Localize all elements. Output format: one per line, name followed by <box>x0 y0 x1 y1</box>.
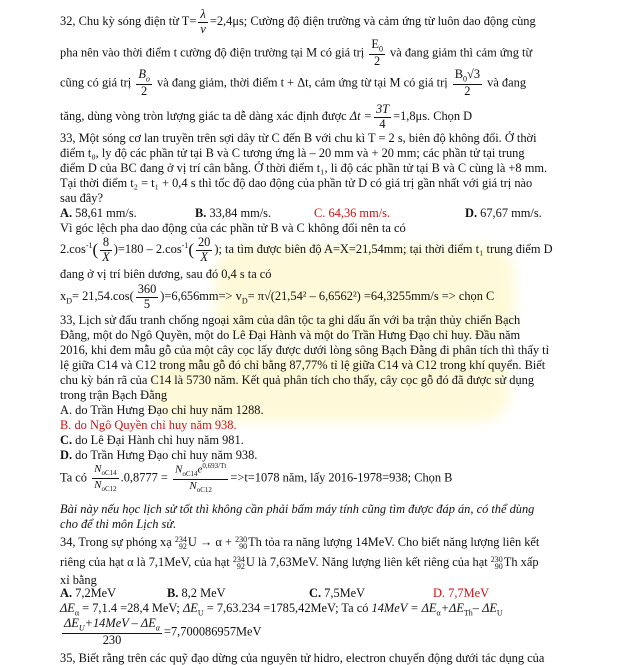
q33a-equation1: $2.\cos^{-1}$( $\frac{8}{X}$ )$=180 - 2.\cos^{-1}$( $\frac{20}{X}$ ); ta tìm được biên độ A=X=21,54mm; tại thời điểm t₁ trung điểm D <box>60 235 553 264</box>
q33b-line5: chu kỳ bán rã của C14 là 5730 năm. Kết quả phân tích cho thấy, cây cọc gỗ đó đã được sử dụng <box>60 373 535 387</box>
correct-answer: C. 64,36 mm/s. <box>314 206 391 220</box>
q33a-options: A. 58,61 mm/s. B. 33,84 mm/s. C. 64,36 mm/s. D. 67,67 mm/s. <box>60 206 542 220</box>
q32-line1: 32, Chu kỳ sóng điện từ T= $\frac{\lambda}{v}$ =2,4μs; Cường độ điện trường và cảm ứng từ luôn dao động cùng <box>60 7 536 36</box>
q33b-option-a: A. do Trần Hưng Đạo chỉ huy năm 1288. <box>60 403 264 417</box>
q33b-line3: 2016, khi đem mẫu gỗ của một cây cọc lấy được dưới lòng sông Bạch Đằng đi phân tích thì thấy tỉ <box>60 343 550 357</box>
fraction-b0-over-2: $\frac{B_o}{2}$ <box>138 67 150 99</box>
q33a-equation2: $x_D= 21,54.\cos$( $\frac{360}{5}$ )$=6,656mm=> v_D= \pi√(21,54^2 - 6,6562^2) =64,3255mm/s$ => chọn C <box>60 282 495 311</box>
q33a-line2: điểm t₀, ly độ các phần tử tại B và C tương ứng là – 20 mm và + 20 mm; các phần tử tại trung <box>60 146 525 160</box>
q34-line2: riêng của hạt α là 7,1MeV, của hạt 234 92U là 7,63MeV. Năng lượng liên kết riêng của hạt 230 90Th xấp <box>60 554 539 572</box>
q34-line1: 34, Trong sự phóng xạ 234 92U → α + 230 90Th tỏa ra năng lượng 14MeV. Cho biết năng lượng liên kết <box>60 534 540 552</box>
q33b-option-d: D. do Trần Hưng Đạo chỉ huy năm 938. <box>60 448 258 462</box>
correct-answer: D. 7,7MeV <box>433 586 490 600</box>
q33a-line1: 33, Một sóng cơ lan truyền trên sợi dây từ C đến B với chu kì T = 2 s, biên độ không đổi. Ở thời <box>60 131 537 145</box>
q33a-line7: đang ở vị trí biên dương, sau đó 0,4 s ta có <box>60 267 272 281</box>
q33a-line3: điểm D của BC đang ở vị trí cân bằng. Ở thời điểm t₁, li độ các phần tử tại B và C cùng là +8 mm. <box>60 161 548 175</box>
fraction-b0-sqrt3-over-2: $\frac{B_0√3}{2}$ <box>454 67 481 99</box>
q34-result: $\frac{\Delta E_U+14MeV - \Delta E_\alpha}{230}$ =7,700086957MeV <box>64 616 262 648</box>
q34-energy-line: $\Delta E_\alpha = 7,1.4 =28,4$ MeV; $\Delta E_U = 7,63.234 =1785,42MeV$; Ta có $14MeV = \Delta E_\alpha+\Delta E_{Th}-$ $\Delta E_U$ <box>60 601 503 618</box>
q35-line1: 35, Biết rằng trên các quỹ đạo dừng của nguyên tử hidro, electron chuyển động dưới tác dụng của <box>60 651 545 665</box>
q32-line3: cũng có giá trị $\frac{B_o}{2}$ và đang giảm, thời điểm t + Δt, cảm ứng từ tại M có giá trị $\frac{B_0√3}{2}$ và đang <box>60 67 527 99</box>
q33b-line2: Đằng, một do Ngô Quyền, một do Lê Đại Hành và một do Trần Hưng Đạo chỉ huy. Đầu năm <box>60 328 521 342</box>
q33a-line4: Tại thời điểm t₂ = t₁ + 0,4 s thì tốc độ dao động của phần tử D có giá trị gần nhất với giá trị nào <box>60 176 533 190</box>
q32-line4: tăng, dùng vòng tròn lượng giác ta dễ dàng xác định được Δt = $\frac{3T}{4}$ =1,8μs. Chọn D <box>60 102 473 131</box>
q33b-note-line2: cho để thi môn Lịch sử. <box>60 517 177 531</box>
q34-line3: xỉ bằng <box>60 573 97 587</box>
q33b-option-b-correct: B. do Ngô Quyền chỉ huy năm 938. <box>60 418 237 432</box>
q33b-equation: Ta có $\frac{N_{oC14}}{N_{oC12}}$ .0,8777 = $\frac{N_{oC14}e^{0,693/Tt}}{N_{oC12}}$ =>t=1078 năm, lấy 2016-1978=938; Chọn B <box>60 462 453 494</box>
q34-options: A. 7,2MeV B. 8,2 MeV C. 7,5MeV D. 7,7MeV <box>60 586 490 600</box>
q33b-option-c: C. do Lê Đại Hành chỉ huy năm 981. <box>60 433 244 447</box>
fraction-e0-over-2: $\frac{E_0}{2}$ <box>371 37 383 69</box>
q33a-line6: Vì góc lệch pha dao động của các phần tử B và C không đổi nên ta có <box>60 221 406 235</box>
q33b-line4: lệ giữa C14 và C12 trong mẫu gỗ đó chỉ bằng 87,77% tỉ lệ giữa C14 và C12 trong khí quyển. Biết <box>60 358 546 372</box>
q33b-line6: trong trận Bạch Đằng <box>60 388 168 402</box>
q33b-note-line1: Bài này nếu học lịch sử tốt thì không cần phải bấm máy tính cũng tìm được đáp án, có thể dùng <box>60 502 535 516</box>
q33b-line1: 33, Lịch sử đấu tranh chống ngoại xâm của dân tộc ta ghi dấu ấn với ba trận thủy chiến Bạch <box>60 313 521 327</box>
q32-line2: pha nên vào thời điểm t cường độ điện trường tại M có giá trị $\frac{E_0}{2}$ và đang giảm thì cảm ứng từ <box>60 37 533 69</box>
q33a-line5: sau đây? <box>60 191 104 205</box>
